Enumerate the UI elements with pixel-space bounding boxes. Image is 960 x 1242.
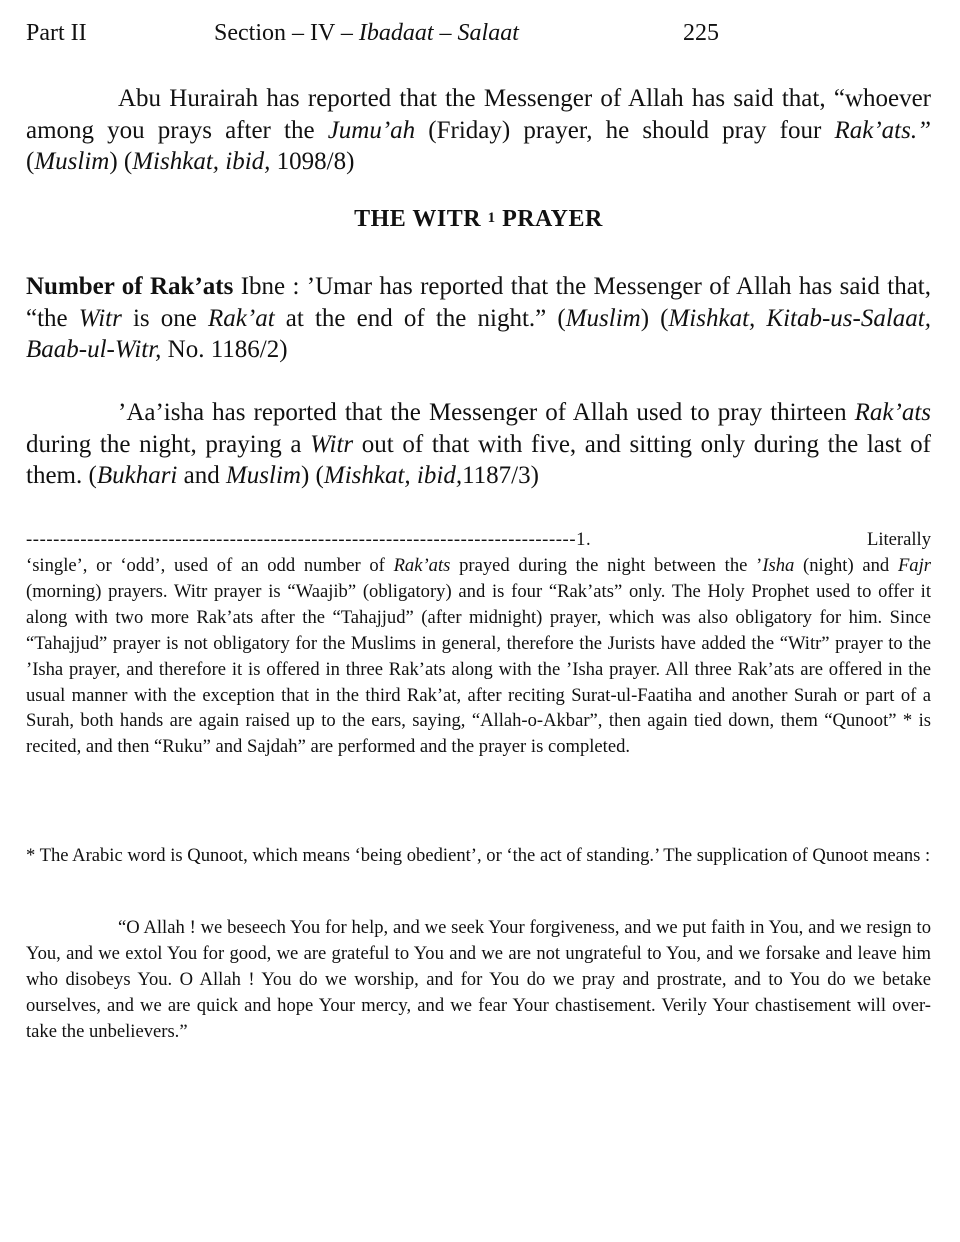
italic-term: Rak’at [208,304,275,332]
text-span: prayed during the night between the ’ [450,555,763,576]
text-span: during the night, praying a [26,430,311,458]
footnote-separator [26,527,931,553]
footnote-lead-word: Literally [861,527,931,553]
text-span: Ibne : ’Umar has reported that the Messenger of Allah has said that, “the [26,273,931,332]
italic-term: Bukhari [96,462,178,489]
italic-term: Mishkat, Kitab-us-Salaat, Baab-ul-Witr, [26,304,931,363]
italic-term: Muslim [34,148,110,175]
italic-term: Rak’ats [854,399,931,426]
text-span: ’Aa’isha has reported that the Messenger of Allah used to pray thirteen [118,399,855,426]
part-label: Part II [26,20,87,46]
italic-term: Muslim [225,462,301,489]
text-span: (Friday) prayer, he should pray four [415,116,835,144]
italic-term: Muslim [565,304,641,332]
section-label [214,20,519,47]
text-span: 1098/8) [270,148,355,175]
section-italic: Ibadaat – Salaat [358,20,519,46]
text-span: ‘single’, or ‘odd’, used of an odd number of [26,555,394,576]
text-span: ) ( [109,148,133,175]
text-span: and [177,462,226,489]
italic-term: Fajr [897,555,931,576]
section-title [26,206,931,233]
text-span: No. 1186/2) [161,336,288,363]
page-number: 225 [683,20,719,46]
text-span: ) ( [300,462,324,489]
paragraph-label: Number of Rak’ats [26,273,234,300]
italic-term: Mishkat, ibid, [323,462,463,489]
hadith-paragraph-3 [26,397,931,492]
text-span: at the end of the night.” ( [274,304,566,332]
footnote-qunoot: * The Arabic word is Qunoot, which means ‘being obedient’, or ‘the act of standing.’ The supplication of Qunoot means : [26,845,931,866]
text-span: Abu Hurairah has reported that the Messenger of Allah has said that, “whoever among you prays after the [26,85,931,144]
page-header [26,20,931,54]
italic-term: Rak’ats [393,555,451,576]
hadith-paragraph-2 [26,271,931,366]
footnote-1 [26,553,931,760]
text-span: (morning) prayers. Witr prayer is “Waajib” (obligatory) and is four “Rak’ats” only. The Holy Prophet used to offer it along with two more Rak’ats after the “Tahajjud” (after midnight) prayer, which was also obligatory for him. Since “Tahajjud” prayer is not obligatory for the Muslims in general, therefore the Jurists have added the “Witr” prayer to the ’Isha prayer, and therefore it is offered in three Rak’ats along with the ’Isha prayer. All three Rak’ats are offered in the usual manner with the exception that in the third Rak’at, after reciting Surat-ul-Faatiha and another Surah or part of a Surah, both hands are again raised up to the ears, saying, “Allah-o-Akbar”, then again tied down, them “Qunoot” * is recited, and then “Ruku” and Sajdah” are performed and the prayer is completed. [26,580,931,758]
italic-term: Mishkat, ibid, [132,148,271,175]
title-text: PRAYER [502,206,603,232]
text-span: (night) and [794,555,898,576]
text-span: 1187/3) [462,462,539,489]
hadith-paragraph-1 [26,83,931,178]
text-span: ) ( [640,304,669,332]
text-span: out of that with five, and sitting only during the last of them. ( [26,430,932,489]
footnote-marker: 1 [487,210,496,226]
italic-term: Witr [78,304,122,332]
italic-term: Isha [762,555,795,576]
italic-term: Witr [310,430,354,458]
dash-rule: ---------------------------------------------------------------------------------1. [26,529,592,550]
text-span: is one [121,304,209,332]
text-span: ( [26,148,35,175]
qunoot-supplication: “O Allah ! we beseech You for help, and we seek Your forgiveness, and we put faith in You, and we resign to You, and we extol You for good, we are grateful to You and we are not ungrateful to You, and we forsake and leave him who disobeys You. O Allah ! You do we worship, and for You do we pray and prostrate, and to You do we betake ourselves, and we are quick and hope Your mercy, and we fear Your chastisement. Verily Your chastisement will over-take the unbelievers.” [26,917,931,1042]
italic-term: Jumu’ah [327,116,416,144]
title-text: THE WITR [354,206,482,232]
section-prefix: Section – IV – [214,20,359,46]
italic-term: Rak’ats.” [834,116,931,144]
